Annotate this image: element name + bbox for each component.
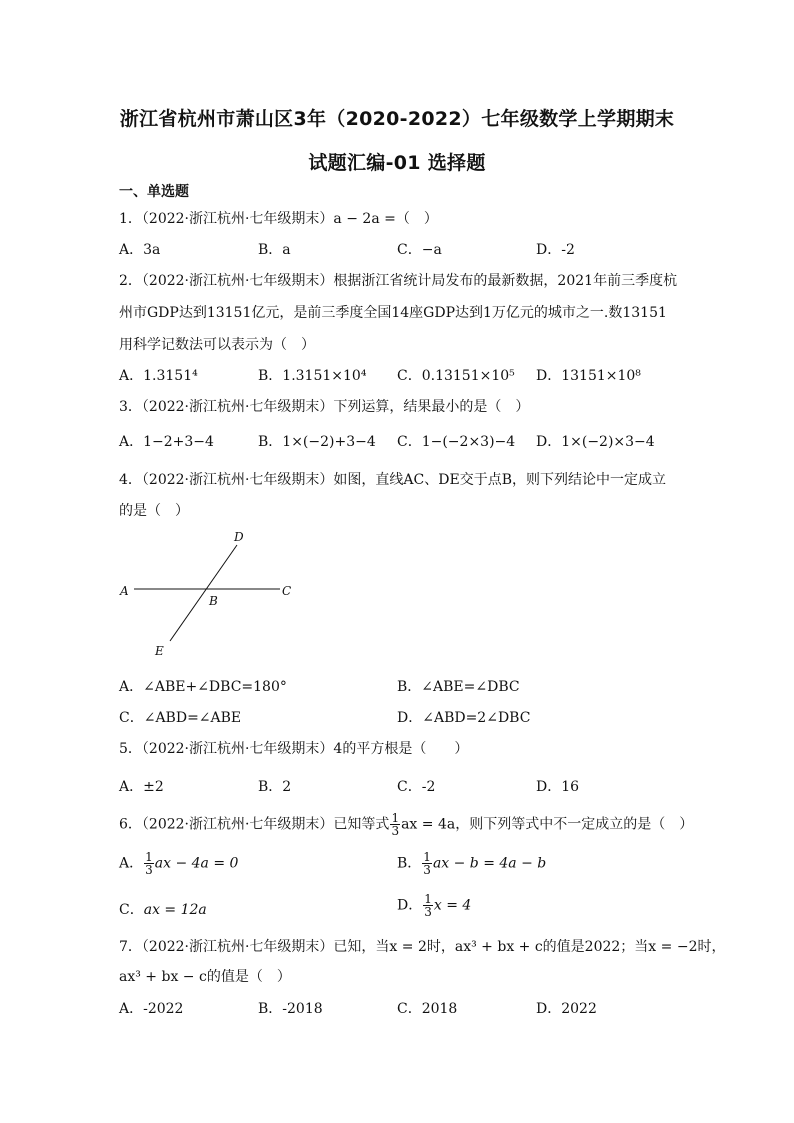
question-7-option-c[interactable]: C．2018 <box>397 1001 458 1017</box>
question-2-option-b[interactable]: B．1.3151×10⁴ <box>258 368 367 384</box>
question-2-option-a[interactable]: A．1.3151⁴ <box>119 368 198 384</box>
question-2-option-c[interactable]: C．0.13151×10⁵ <box>397 368 515 384</box>
option-b-prefix: B． <box>397 855 422 872</box>
label-e: E <box>155 644 164 658</box>
question-1-option-b[interactable]: B．a <box>258 242 291 258</box>
fraction-numerator: 1 <box>423 850 431 864</box>
question-3-option-c[interactable]: C．1−(−2×3)−4 <box>397 434 516 450</box>
fraction-denominator: 3 <box>145 863 153 877</box>
question-7-option-a[interactable]: A．-2022 <box>119 1001 184 1017</box>
question-2-stem-line-1: 2．（2022·浙江杭州·七年级期末）根据浙江省统计局发布的最新数据，2021年前三季度杭 <box>119 273 678 289</box>
question-4-option-c[interactable]: C．∠ABD=∠ABE <box>119 710 242 726</box>
fraction-denominator: 3 <box>423 863 431 877</box>
question-4-stem-line-2: 的是（ ） <box>119 503 189 519</box>
page-title: 浙江省杭州市萧山区3年（2020-2022）七年级数学上学期期末 <box>119 108 675 130</box>
label-c: C <box>282 584 292 598</box>
option-b-expression: ax − b = 4a − b <box>432 855 547 872</box>
question-6-stem-before: 6．（2022·浙江杭州·七年级期末）已知等式 <box>119 816 390 833</box>
question-5-option-b[interactable]: B．2 <box>258 779 292 795</box>
question-6-option-d[interactable] <box>397 893 471 918</box>
question-2-option-d[interactable]: D．13151×10⁸ <box>536 368 641 384</box>
question-7-option-d[interactable]: D．2022 <box>536 1001 597 1017</box>
option-d-prefix: D． <box>397 897 423 914</box>
question-1-option-c[interactable]: C．−a <box>397 242 442 258</box>
question-1-stem: 1．（2022·浙江杭州·七年级期末）a − 2a =（ ） <box>119 211 438 227</box>
question-4-option-b[interactable]: B．∠ABE=∠DBC <box>397 679 520 695</box>
question-4-stem-line-1: 4．（2022·浙江杭州·七年级期末）如图，直线AC、DE交于点B，则下列结论中一定成立 <box>119 472 666 488</box>
question-3-option-a[interactable]: A．1−2+3−4 <box>119 434 214 450</box>
question-7-stem-line-1: 7．（2022·浙江杭州·七年级期末）已知，当x = 2时，ax³ + bx + c的值是2022；当x = −2时， <box>119 939 726 955</box>
option-c-expression: ax = 12a <box>143 902 207 918</box>
section-heading: 一、单选题 <box>119 184 189 200</box>
option-a-expression: ax − 4a = 0 <box>154 855 239 872</box>
label-a: A <box>120 584 129 598</box>
question-5-option-d[interactable]: D．16 <box>536 779 580 795</box>
option-a-prefix: A． <box>119 855 144 872</box>
question-6-stem <box>119 812 693 837</box>
intersecting-lines-figure <box>112 525 312 669</box>
question-6-fraction <box>390 812 400 837</box>
question-3-option-d[interactable]: D．1×(−2)×3−4 <box>536 434 655 450</box>
figure-svg <box>112 525 312 665</box>
option-d-fraction <box>423 893 433 918</box>
question-6-stem-after: ax = 4a，则下列等式中不一定成立的是（ ） <box>401 816 694 833</box>
label-d: D <box>234 530 244 544</box>
fraction-denominator: 3 <box>391 824 400 838</box>
option-c-prefix: C． <box>119 902 144 918</box>
question-2-stem-line-2: 州市GDP达到13151亿元，是前三季度全国14座GDP达到1万亿元的城市之一.数13151 <box>119 305 667 321</box>
question-3-stem: 3．（2022·浙江杭州·七年级期末）下列运算，结果最小的是（ ） <box>119 399 530 415</box>
question-1-option-a[interactable]: A．3a <box>119 242 161 258</box>
fraction-numerator: 1 <box>391 811 400 825</box>
question-6-option-a[interactable] <box>119 851 238 876</box>
fraction-denominator: 3 <box>424 905 432 919</box>
question-6-option-c[interactable] <box>119 899 207 919</box>
fraction-numerator: 1 <box>145 850 153 864</box>
page-subtitle: 试题汇编-01 选择题 <box>308 152 486 174</box>
option-a-fraction <box>144 851 154 876</box>
question-6-option-b[interactable] <box>397 851 546 876</box>
option-b-fraction <box>422 851 432 876</box>
question-5-stem: 5．（2022·浙江杭州·七年级期末）4的平方根是（ ） <box>119 741 469 757</box>
question-1-option-d[interactable]: D．-2 <box>536 242 575 258</box>
line-de <box>170 545 237 641</box>
question-5-option-a[interactable]: A．±2 <box>119 779 164 795</box>
question-4-option-d[interactable]: D．∠ABD=2∠DBC <box>397 710 531 726</box>
question-2-stem-line-3: 用科学记数法可以表示为（ ） <box>119 337 315 353</box>
question-7-option-b[interactable]: B．-2018 <box>258 1001 323 1017</box>
fraction-numerator: 1 <box>424 892 432 906</box>
question-5-option-c[interactable]: C．-2 <box>397 779 436 795</box>
question-4-option-a[interactable]: A．∠ABE+∠DBC=180° <box>119 679 287 695</box>
label-b: B <box>209 594 218 608</box>
option-d-expression: x = 4 <box>433 897 472 914</box>
question-7-stem-line-2: ax³ + bx − c的值是（ ） <box>119 969 291 985</box>
question-3-option-b[interactable]: B．1×(−2)+3−4 <box>258 434 376 450</box>
